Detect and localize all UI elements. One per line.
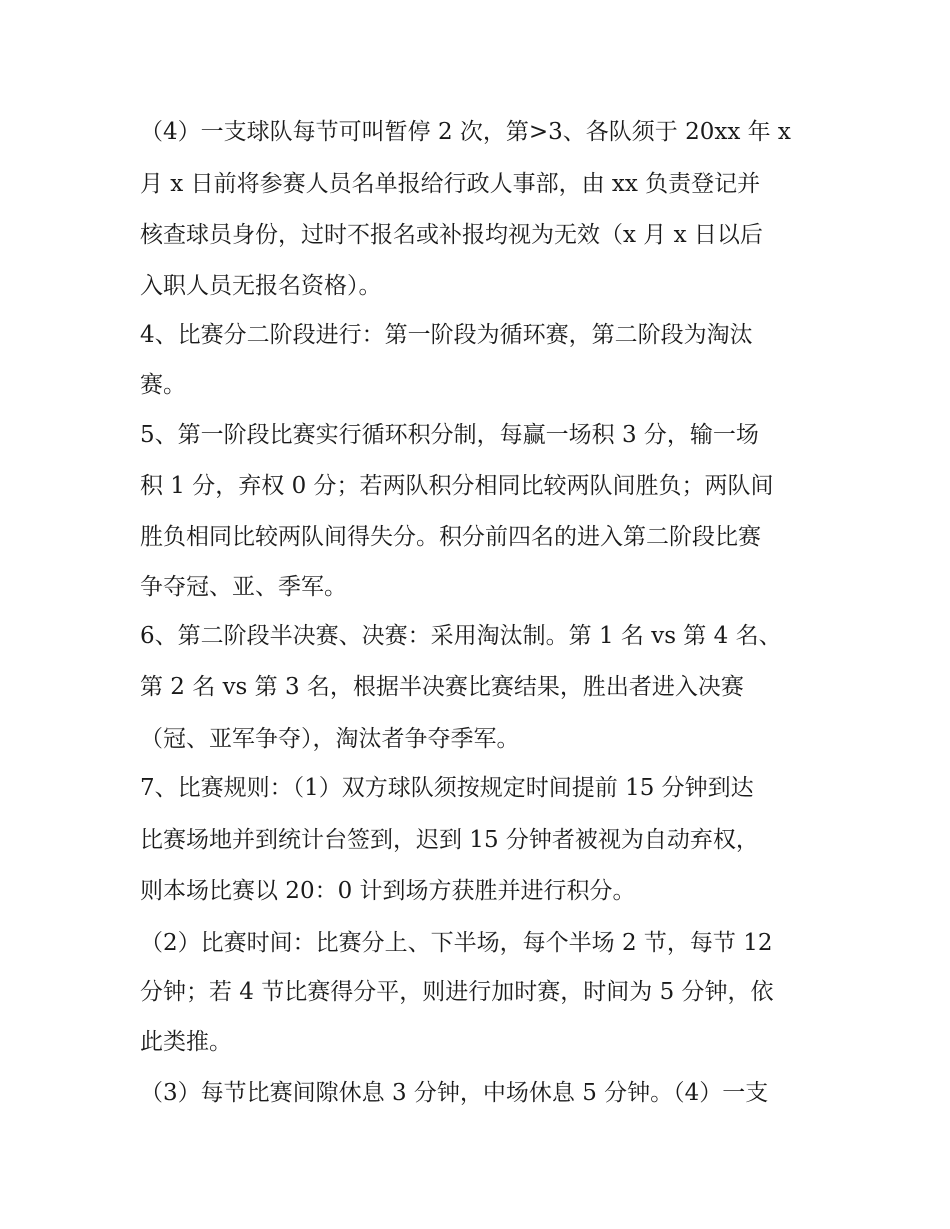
text-line: 5、第一阶段比赛实行循环积分制，每赢一场积 3 分，输一场 [140, 422, 759, 448]
text-line: 比赛场地并到统计台签到，迟到 15 分钟者被视为自动弃权， [140, 827, 759, 853]
text-line: 积 1 分，弃权 0 分；若两队积分相同比较两队间胜负；两队间 [140, 473, 774, 499]
text-line: 胜负相同比较两队间得失分。积分前四名的进入第二阶段比赛 [140, 524, 761, 550]
text-line: （3）每节比赛间隙休息 3 分钟，中场休息 5 分钟。（4）一支 [140, 1080, 769, 1106]
text-line: 则本场比赛以 20：0 计到场方获胜并进行积分。 [140, 878, 636, 904]
text-line: 争夺冠、亚、季军。 [140, 574, 347, 600]
text-line: 分钟；若 4 节比赛得分平，则进行加时赛，时间为 5 分钟，依 [140, 979, 774, 1005]
text-line: （4）一支球队每节可叫暂停 2 次，第>3、各队须于 20xx 年 x [140, 119, 791, 145]
text-line: 赛。 [140, 372, 186, 398]
text-line: （冠、亚军争夺），淘汰者争夺季军。 [140, 726, 520, 752]
text-line: 4、比赛分二阶段进行：第一阶段为循环赛，第二阶段为淘汰 [140, 322, 753, 348]
text-line: （2）比赛时间：比赛分上、下半场，每个半场 2 节，每节 12 [140, 930, 773, 956]
text-line: 核查球员身份，过时不报名或补报均视为无效（x 月 x 日以后 [140, 222, 763, 248]
text-line: 7、比赛规则：（1）双方球队须按规定时间提前 15 分钟到达 [140, 775, 754, 801]
text-line: 第 2 名 vs 第 3 名，根据半决赛比赛结果，胜出者进入决赛 [140, 674, 744, 700]
text-line: 6、第二阶段半决赛、决赛：采用淘汰制。第 1 名 vs 第 4 名、 [140, 623, 782, 649]
text-line: 入职人员无报名资格）。 [140, 273, 382, 299]
text-line: 月 x 日前将参赛人员名单报给行政人事部，由 xx 负责登记并 [140, 171, 761, 197]
text-line: 此类推。 [140, 1029, 232, 1055]
